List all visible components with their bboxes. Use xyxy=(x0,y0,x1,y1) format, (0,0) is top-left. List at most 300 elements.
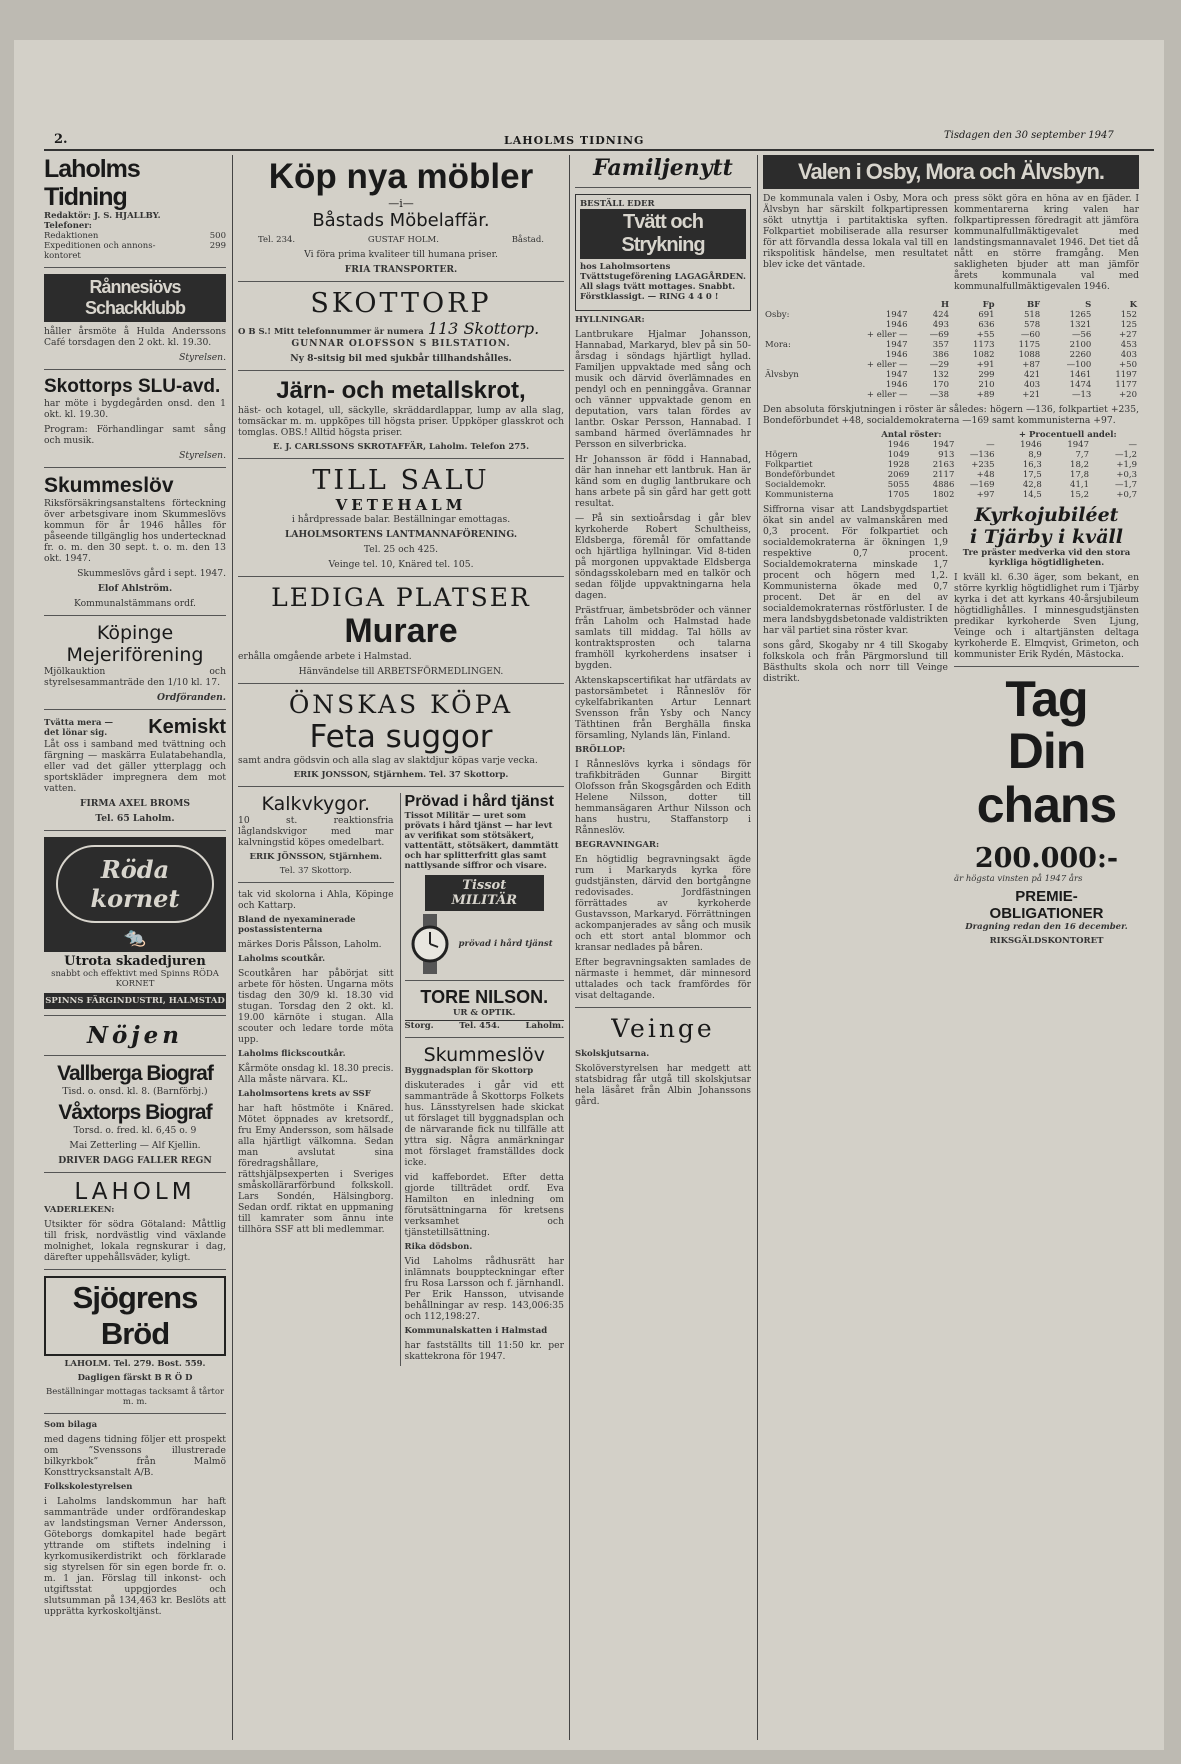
sjogren-orders: Beställningar mottagas tacksamt å tårtor m. m. xyxy=(45,1387,225,1407)
kemiskt-left-line: Tvätta mera — xyxy=(44,717,113,728)
skottorp-sub: Ny 8-sitsig bil med sjukbår tillhandshålles. xyxy=(290,353,512,364)
mobler-title: Köp nya möbler xyxy=(268,157,534,196)
kopinge-title: Köpinge xyxy=(96,622,174,644)
riks-text: RIKSGÄLDSKONTORET xyxy=(989,936,1104,946)
paper-title: Laholms Tidning xyxy=(44,155,140,211)
table-row xyxy=(763,380,1139,390)
header-page-number: 2. xyxy=(54,132,68,147)
tissot-sub: prövad i hård tjänst xyxy=(458,939,553,949)
body-paragraph: Aktenskapscertifikat har utfärdats av pastorsämbetet i Rånneslöv för cykelfabrikanten Artur Lennart Svensson från Ysby och Nancy Täthtinen från Berghälla finska församling, Nylands län, Finland. xyxy=(575,675,751,741)
kalk-signature: ERIK JÖNSSON, Stjärnhem. xyxy=(249,852,383,862)
slu-title: Skottorps SLU-avd. xyxy=(44,376,221,397)
table-header xyxy=(830,300,909,310)
skottorp-notice: O B S.! Mitt telefonnummer är numera xyxy=(238,327,424,337)
table-cell: Kommunisterna xyxy=(765,490,834,500)
phone-row xyxy=(44,241,226,261)
table-cell: 299 xyxy=(978,370,995,380)
bilaga-text: med dagens tidning följer ett prospekt om ”Svenssons illustrerade bilkyrkbok” från Malmö Konsttrycksanstalt A/B. xyxy=(44,1434,226,1478)
vaxtorps-actors: Mai Zetterling — Alf Kjellin. xyxy=(69,1140,201,1151)
table-cell: 357 xyxy=(932,340,949,350)
table-cell: —69 xyxy=(929,330,949,340)
phone-row xyxy=(44,231,226,241)
vallberga-text: Tisd. o. onsd. kl. 8. (Barnförbj.) xyxy=(62,1086,208,1097)
vaxtorps-text: Torsd. o. fred. kl. 6,45 o. 9 xyxy=(73,1125,197,1136)
table-cell: 132 xyxy=(932,370,949,380)
table-cell: 1177 xyxy=(1115,380,1137,390)
mobler-firm: Båstads Möbelaffär. xyxy=(312,210,490,231)
roda-kornet-ad xyxy=(44,837,226,952)
table-row xyxy=(763,350,1139,360)
table-cell: —136 xyxy=(969,450,995,460)
table-cell: 1265 xyxy=(1069,310,1092,320)
tissot-column xyxy=(400,793,564,1366)
skummeslov-place: Skummeslövs gård i sept. 1947. xyxy=(77,568,226,579)
divider xyxy=(44,1015,226,1016)
sjogren-daily: Dagligen färskt B R Ö D xyxy=(77,1373,193,1383)
skummeslov2-heading: Byggnadsplan för Skottorp xyxy=(404,1066,534,1076)
table-cell: 1474 xyxy=(1069,380,1092,390)
provad-text: Tissot Militär — uret som prövats i hård tjänst — har levt av verifikat som stötsäkert, vattentätt, stötsäkert, dammtätt och har splitterfritt glas samt nattlysande siffror och visare. xyxy=(404,811,559,871)
onskas-kopa-title: ÖNSKAS KÖPA xyxy=(288,690,514,719)
table-header: — xyxy=(1128,440,1137,450)
divider xyxy=(405,980,564,981)
sjogren-title: Sjögrens Bröd xyxy=(44,1276,226,1356)
divider xyxy=(44,267,226,268)
table-cell: 1947 xyxy=(885,310,908,320)
table-cell: +235 xyxy=(971,460,995,470)
slu-program: Program: Förhandlingar samt sång och musik. xyxy=(44,424,226,446)
percent-table-body xyxy=(763,450,1139,500)
table-cell: 17,8 xyxy=(1070,470,1089,480)
divider xyxy=(238,458,564,459)
weather-heading: VADERLEKEN: xyxy=(44,1205,115,1215)
table-header: H xyxy=(940,300,949,310)
weather-text: Utsikter för södra Götaland: Måttlig till frisk, nordvästlig vind växlande molnighet, lokala regnskurar i dag, därefter uppehållsväder, kyligt. xyxy=(44,1219,226,1263)
table-cell: 7,7 xyxy=(1075,450,1089,460)
body-paragraph: I Rånneslövs kyrka i söndags för trafikbiträden Gunnar Birgitt Olofsson från Skogsgården och Edith Helene Nilsson, dotter till hemmansägaren Arthur Nilsson och hans hustru, Staffanstorp i Rånneslöv. xyxy=(575,759,751,836)
table-cell: +48 xyxy=(976,470,995,480)
kalk-text: 10 st. reaktionsfria låglandskvigor med mar kalvningstid köpes omedelbart. xyxy=(238,815,394,848)
table-cell: 1946 xyxy=(885,320,908,330)
divider xyxy=(44,830,226,831)
roda-kornet-title: Utrota skadedjuren xyxy=(64,954,206,969)
table-cell: —100 xyxy=(1066,360,1092,370)
valen-mid-text: Den absoluta förskjutningen i röster är således: högern —136, folkpartiet +235, Bondeförbundet +48, socialdemokraterna —169 samt kommunisterna +97. xyxy=(763,404,1139,426)
din-title: Din xyxy=(1007,723,1086,779)
table-cell xyxy=(763,350,830,360)
table-cell: —169 xyxy=(969,480,995,490)
kopinge-text: Mjölkauktion och styrelsesammanträde den 1/10 kl. 17. xyxy=(44,666,226,688)
table-cell xyxy=(763,380,830,390)
kyrko-title: Kyrkojubiléet xyxy=(974,504,1119,526)
ssf-heading: Laholmsortens krets av SSF xyxy=(238,1089,371,1099)
bland-text: märkes Doris Pålsson, Laholm. xyxy=(238,939,382,950)
tore-contact-row xyxy=(405,1020,564,1031)
table-row xyxy=(763,480,1139,490)
lediga-platser-title: LEDIGA PLATSER xyxy=(271,583,531,612)
flick-text: Kårmöte onsdag kl. 18.30 precis. Alla måste närvara. KL. xyxy=(238,1063,394,1085)
divider xyxy=(405,1037,564,1038)
mobler-contact-row xyxy=(238,231,564,249)
divider xyxy=(238,576,564,577)
table-header: 1947 xyxy=(1067,440,1089,450)
skottorp-number: 113 Skottorp. xyxy=(427,319,540,338)
skottorp-title: SKOTTORP xyxy=(310,288,492,319)
murare-title: Murare xyxy=(344,612,458,650)
table-header xyxy=(763,440,866,450)
table-cell: Högern xyxy=(765,450,798,460)
table-cell: 1082 xyxy=(972,350,995,360)
table-cell: +20 xyxy=(1119,390,1137,400)
chess-club-title: Rånnesiövs Schackklubb xyxy=(44,274,226,322)
kyrko-heading: Tre präster medverka vid den stora kyrkliga högtidligheten. xyxy=(962,548,1131,568)
header-rule xyxy=(44,149,1154,151)
mobler-text: Vi föra prima kvaliteer till humana priser. xyxy=(304,249,498,260)
table-cell: 125 xyxy=(1120,320,1137,330)
table-cell: 170 xyxy=(932,380,949,390)
slu-signature: Styrelsen. xyxy=(179,450,226,461)
table-cell: 14,5 xyxy=(1022,490,1042,500)
table-cell: +0,7 xyxy=(1116,490,1137,500)
lower-left xyxy=(763,504,948,950)
table-cell: +0,3 xyxy=(1116,470,1137,480)
table-cell: 493 xyxy=(932,320,949,330)
skummeslov-name: Elof Ahlström. xyxy=(97,583,173,594)
table-header xyxy=(956,430,996,440)
skummeslov-role: Kommunalstämmans ordf. xyxy=(74,598,196,609)
table-header: 1946 xyxy=(1020,440,1042,450)
table-cell: +87 xyxy=(1022,360,1041,370)
divider xyxy=(44,615,226,616)
table-cell: 2069 xyxy=(887,470,910,480)
table-cell: 386 xyxy=(932,350,949,360)
table-header: + Procentuell andel: xyxy=(1018,430,1117,440)
mid-left-text: tak vid skolorna i Ahla, Köpinge och Kattarp. xyxy=(238,889,394,911)
table-cell: 1705 xyxy=(887,490,910,500)
header-date: Tisdagen den 30 september 1947 xyxy=(944,130,1114,141)
newspaper-page xyxy=(14,40,1164,1750)
body-paragraph: Prästfruar, ämbetsbröder och vänner från Laholm och Halmstad hade samlats till middag. Tal hölls av kontraktsprosten och talarna framhöll kyrkoherdens insatser i bygden. xyxy=(575,605,751,671)
folkskole-heading: Folkskolestyrelsen xyxy=(44,1482,133,1492)
divider xyxy=(44,1055,226,1056)
table-row xyxy=(763,470,1139,480)
skolskjuts-text: Skolöverstyrelsen har medgett att statsbidrag får utgå till skolskjutsar hela läsåret från Albin Johanssons gård. xyxy=(575,1063,751,1107)
lower-row xyxy=(763,504,1139,950)
rika-text: Vid Laholms rådhusrätt har inlämnats bouppteckningar efter fru Rosa Larsson och f. järnhandl. Per Erik Hansson, utvisande behållningar av resp. 143,006:35 och 112,198:27. xyxy=(404,1256,564,1322)
table-cell xyxy=(763,360,830,370)
vetehalm-tel: Tel. 25 och 425. xyxy=(363,544,439,555)
table-header: — xyxy=(986,440,995,450)
table-header: Fp xyxy=(982,300,995,310)
table-cell: 1175 xyxy=(1018,340,1041,350)
tore-sub: UR & OPTIK. xyxy=(453,1008,516,1018)
table-row xyxy=(763,390,1139,400)
table-cell: +97 xyxy=(976,490,995,500)
table-row xyxy=(763,310,1139,320)
flick-heading: Laholms flickscoutkår. xyxy=(238,1049,346,1059)
watch-image xyxy=(405,914,455,974)
kommunal-heading: Kommunalskatten i Halmstad xyxy=(404,1326,548,1336)
divider xyxy=(44,1413,226,1414)
table-cell: + eller — xyxy=(866,360,908,370)
table-cell: 1461 xyxy=(1069,370,1092,380)
body-heading: BRÖLLOP: xyxy=(575,745,626,755)
kemiskt-left-line: det lönar sig. xyxy=(44,727,108,738)
table-cell: 1802 xyxy=(932,490,955,500)
divider xyxy=(238,786,564,787)
phones-label: Telefoner: xyxy=(44,221,92,231)
table-cell: Socialdemokr. xyxy=(765,480,826,490)
hyllningar-heading: HYLLNINGAR: xyxy=(575,315,645,325)
familjenytt-title: Familjenytt xyxy=(593,155,733,181)
skummeslov-text: Riksförsäkringsanstaltens förteckning över arbetsgivare inom Skummeslövs kommun för år 1946 hålles för påseende tillgänglig hos undertecknad fr. o. m. den 30 sept. t. o. m. den 13 okt. 1947. xyxy=(44,498,226,564)
divider xyxy=(238,370,564,371)
tore-city: Laholm. xyxy=(525,1021,564,1031)
jarn-text: häst- och kotagel, ull, säckylle, skräddardlappar, lump av alla slag, tomsäckar m. m. uppköpes till högsta priser. Uppköper glasskrot och tomglas. OBS.! Alltid högsta priser. xyxy=(238,405,564,438)
table-row xyxy=(763,450,1139,460)
table-cell: 1088 xyxy=(1018,350,1041,360)
table-cell: +55 xyxy=(976,330,995,340)
table-cell: 15,2 xyxy=(1070,490,1089,500)
table-cell: 152 xyxy=(1120,310,1137,320)
phone-label: Expeditionen och annons-kontoret xyxy=(44,241,156,261)
till-salu-title: TILL SALU xyxy=(312,465,490,496)
kalk-tel: Tel. 37 Skottorp. xyxy=(279,866,352,876)
tag-title: Tag xyxy=(1005,671,1088,727)
table-cell: 5055 xyxy=(887,480,910,490)
phone-label: Redaktionen xyxy=(44,231,99,241)
bilaga-heading: Som bilaga xyxy=(44,1420,98,1430)
percent-table xyxy=(763,430,1139,500)
mobler-tel: Tel. 234. xyxy=(258,235,296,245)
header-masthead: LAHOLMS TIDNING xyxy=(504,134,645,147)
tvatt-heading: BESTÄLL EDER xyxy=(580,199,655,209)
table-cell: —1,2 xyxy=(1114,450,1137,460)
mobler-city: Båstad. xyxy=(511,235,544,245)
rika-heading: Rika dödsbon. xyxy=(404,1242,473,1252)
table-cell: 1321 xyxy=(1069,320,1092,330)
divider xyxy=(954,666,1139,667)
table-cell: +21 xyxy=(1022,390,1041,400)
provad-title: Prövad i hård tjänst xyxy=(404,793,554,810)
scout-text: Scoutkåren har påbörjat sitt arbete för hösten. Ungarna möts tisdag den 30/9 kl. 18.30 vid stugan. Torsdag den 2 okt. kl. 19.00 kärnöte i stugan. Alla scouter och ledare torde möta upp. xyxy=(238,968,394,1045)
divider xyxy=(238,683,564,684)
skottorp-notice-row xyxy=(238,319,564,338)
folkskole-text: i Laholms landskommun har haft sammanträde under ordförandeskap av landstingsman Verner Andersson, Göteborgs domkapitel hade begärt yttrande om stiftets indelning i kyrkomusikerdistrikt och förklarade sig styrelsen för sin egen borde fr. o. m. 1 jan. Förslag till inkonst- och utgiftsstat uppgjordes och slutsumman på 134,463 kr. Beslöts att upprätta kyrkoskoltjänst. xyxy=(44,1496,226,1617)
skummeslov2-title: Skummeslöv xyxy=(423,1044,545,1066)
premie-title: PREMIE- xyxy=(1015,888,1078,905)
column-1 xyxy=(44,155,226,1740)
mobler-owner: GUSTAF HOLM. xyxy=(367,235,439,245)
skolskjuts-heading: Skolskjutsarna. xyxy=(575,1049,650,1059)
table-cell xyxy=(763,390,830,400)
vallberga-title: Vallberga Biograf xyxy=(57,1062,213,1085)
kalk-title: Kalkvkygor. xyxy=(261,793,371,815)
murare-sub: Hänvändelse till ARBETSFÖRMEDLINGEN. xyxy=(298,666,504,677)
oblig-title: OBLIGATIONER xyxy=(989,905,1104,922)
valen-right-text: press sökt göra en höna av en fjäder. I kommentarerna kring valen har folkpartipressen föredragit att jämföra kommunalfullmäktigevalet med landstingsmannavalet 1946. Det tiet då nått en större framgång. Men sakligheten bjuder att man jämför årets kommunala val med kommunalfullmäktigevalen 1946. xyxy=(954,193,1139,292)
table-cell: 578 xyxy=(1023,320,1041,330)
table-cell: + eller — xyxy=(866,330,908,340)
body-paragraph: En högtidlig begravningsakt ägde rum i Markaryds kyrka före gudstjänsten, därvid den bortgångne redovisades. Jordfästningen förrättades av kyrkoherde Gustavsson, Markaryd. Förrättningen ackompanjerades av sång och musik och ett stort antal blommor och kransar nedlades på båren. xyxy=(575,854,751,953)
table-cell: 1946 xyxy=(885,380,908,390)
spinns-banner: SPINNS FÄRGINDUSTRI, HALMSTAD xyxy=(44,993,226,1009)
table-cell: 691 xyxy=(978,310,995,320)
kemiskt-head xyxy=(44,716,226,739)
table-cell: 1928 xyxy=(887,460,910,470)
body-paragraph: Hr Johansson är född i Hannabad, där han innehar ett lantbruk. Han är känd som en duglig lantbrukare och hans arbete på sin gård har gett gott resultat. xyxy=(575,454,751,509)
body-heading: BEGRAVNINGAR: xyxy=(575,840,660,850)
table-header: 1946 xyxy=(887,440,910,450)
tore-tel: Tel. 454. xyxy=(459,1021,500,1031)
mobler-free: FRIA TRANSPORTER. xyxy=(344,264,458,275)
drag-text: Dragning redan den 16 december. xyxy=(965,922,1128,932)
editor-line: Redaktör: J. S. HJALLBY. xyxy=(44,211,161,221)
table-row xyxy=(763,320,1139,330)
divider xyxy=(575,187,751,188)
valen-intro-row xyxy=(763,193,1139,296)
valen-lower-text: Siffrorna visar att Landsbygdspartiet ökat sin andel av valmanskåren med 0,3 procent. För folkpartiet och socialdemokraterna är ökningen 1,9 respektive 0,7 procent. Socialdemokraterna minskade 1,7 procent och högern med 1,2. Kommunisterna ökade med 0,7 procent. Det är en del av socialdemokraternas röstförluster. I de mera landsbygdsbetonade valdistrikten har väl partiet sina röster kvar. xyxy=(763,504,948,636)
table-row xyxy=(763,460,1139,470)
murare-text: erhålla omgående arbete i Halmstad. xyxy=(238,651,412,662)
table-cell: 1947 xyxy=(885,370,908,380)
column-2 xyxy=(238,155,564,1740)
table-cell: Folkpartiet xyxy=(765,460,813,470)
table-header-row xyxy=(763,430,1139,440)
table-row xyxy=(763,330,1139,340)
roda-kornet-logo: Röda kornet xyxy=(56,845,214,923)
roda-kornet-text: snabbt och effektivt med Spinns RÖDA KORNET xyxy=(51,969,219,989)
kopinge-subtitle: Mejeriförening xyxy=(66,644,204,666)
table-header xyxy=(763,430,866,440)
table-cell: 424 xyxy=(932,310,949,320)
skottorp-owner: GUNNAR OLOFSSON S BILSTATION. xyxy=(291,338,511,349)
election-table xyxy=(763,300,1139,400)
tvatt-title: Tvätt och Strykning xyxy=(580,209,746,259)
divider xyxy=(44,709,226,710)
skummeslov2-text: diskuterades i går vid ett sammanträde å Skottorps Folkets hus. Länsstyrelsen hade skickat ut förslaget till byggnadsplan och de närvarande fick nu tillfälle att yttra sig. Några anmärkningar mot förslaget framställdes dock icke. xyxy=(404,1080,564,1168)
vetehalm-firm: LAHOLMSORTENS LANTMANNAFÖRENING. xyxy=(284,529,518,540)
table-cell: Älvsbyn xyxy=(765,370,799,380)
kemiskt-text: Låt oss i samband med tvättning och färgning — maskärra Eulatabehandla, eller vad det gäller ytterplagg och sportskläder impregnera dem mot vatten. xyxy=(44,739,226,794)
table-cell: + eller — xyxy=(866,390,908,400)
table-header: Antal röster: xyxy=(881,430,942,440)
table-cell: 1946 xyxy=(885,350,908,360)
table-cell: +50 xyxy=(1119,360,1137,370)
kemiskt-left xyxy=(44,718,113,738)
table-cell: +27 xyxy=(1119,330,1137,340)
chess-club-text: håller årsmöte å Hulda Anderssons Café torsdagen den 2 okt. kl. 19.30. xyxy=(44,326,226,348)
divider xyxy=(575,1007,751,1008)
feta-signature: ERIK JONSSON, Stjärnhem. Tel. 37 Skottorp. xyxy=(293,770,509,780)
scout-heading: Laholms scoutkår. xyxy=(238,954,326,964)
body-paragraph: — På sin sextioårsdag i går blev kyrkoherde Robert Schultheiss, Eldsberga, föremål för omfattande och hjärtliga hyllningar. Vid 8-tiden på morgonen uppvaktade Eldsberga söndagsskolebarn med en talkör och sedan följde uppvaktningarna hela dagen. xyxy=(575,513,751,601)
tissot-logo: Tissot MILITÄR xyxy=(425,875,544,911)
divider xyxy=(44,369,226,370)
table-row xyxy=(763,360,1139,370)
slu-text: har möte i bygdegården onsd. den 1 okt. kl. 19.30. xyxy=(44,398,226,420)
table-cell: —60 xyxy=(1020,330,1041,340)
table-cell: 1197 xyxy=(1115,370,1137,380)
rat-icon: 🐀 xyxy=(123,927,147,948)
table-cell: —1,7 xyxy=(1114,480,1137,490)
table-cell: 403 xyxy=(1023,380,1041,390)
divider xyxy=(44,1269,226,1270)
table-header-row xyxy=(763,300,1139,310)
body-paragraph: Efter begravningsakten samlades de närmaste i hemmet, där minnesord uttalades och tack framfördes för visat deltagande. xyxy=(575,957,751,1001)
kemiskt-title: Kemiskt xyxy=(148,716,226,738)
amount-title: 200.000:- xyxy=(974,843,1119,874)
table-header: K xyxy=(1129,300,1137,310)
table-cell: 1173 xyxy=(972,340,995,350)
table-cell: 2117 xyxy=(932,470,955,480)
table-cell: 2100 xyxy=(1069,340,1092,350)
feta-suggor-title: Feta suggor xyxy=(309,719,493,755)
valen-tail-text: sons gård, Skogaby nr 4 till Skogaby folkskola och från Pärgmorslund till Bästhults skola och norr till Veinge distrikt. xyxy=(763,640,948,684)
table-cell: 4886 xyxy=(932,480,955,490)
table-header: BF xyxy=(1026,300,1041,310)
column-rule xyxy=(757,155,758,1740)
table-cell xyxy=(763,330,830,340)
mobler-dash: —i— xyxy=(388,197,414,210)
tvatt-ad xyxy=(575,194,751,311)
column-rule xyxy=(232,155,233,1740)
table-cell: —56 xyxy=(1071,330,1092,340)
valen-title: Valen i Osby, Mora och Älvsbyn. xyxy=(763,155,1139,189)
table-cell: 42,8 xyxy=(1022,480,1042,490)
vetehalm-title: VETEHALM xyxy=(335,496,467,514)
tore-title: TORE NILSON. xyxy=(420,987,549,1007)
kopinge-signature: Ordföranden. xyxy=(157,692,226,703)
table-cell: 913 xyxy=(938,450,955,460)
body-paragraph: Lantbrukare Hjalmar Johansson, Hannabad, Markaryd, blev på sin 50-årsdag i söndags hjärtligt hyllad. Familjen uppvaktade med sång och musik och därvid överlämnades en pendyl och en penninggåva. Grannar och vänner uppvaktade genom en deputation, vars talan fördes av lantbr. Oskar Persson, Hannabad. I samband härmed överlämnades hr Persson en silverbricka. xyxy=(575,329,751,450)
vaxtorps-film: DRIVER DAGG FALLER REGN xyxy=(58,1155,212,1166)
table-subheader-row xyxy=(763,440,1139,450)
table-cell: 1049 xyxy=(887,450,910,460)
table-header xyxy=(763,300,830,310)
table-cell: +89 xyxy=(976,390,995,400)
table-cell: 2163 xyxy=(932,460,955,470)
column-3 xyxy=(575,155,751,1740)
table-cell: 1947 xyxy=(885,340,908,350)
kalk-ad xyxy=(238,793,394,1366)
vetehalm-text: i hårdpressade balar. Beställningar emottagas. xyxy=(291,514,511,525)
table-cell: 518 xyxy=(1023,310,1041,320)
table-cell: 421 xyxy=(1023,370,1041,380)
divider xyxy=(238,882,394,883)
table-cell: 41,1 xyxy=(1070,480,1089,490)
laholm-title: LAHOLM xyxy=(74,1179,196,1205)
tvatt-text: hos Laholmsortens Tvättstugeförening LAGAGÅRDEN. All slags tvätt mottages. Snabbt. Förstklassigt. — RING 4 4 0 ! xyxy=(580,262,746,302)
phone-number: 299 xyxy=(209,241,226,251)
veinge-title: Veinge xyxy=(611,1014,715,1043)
table-cell: 8,9 xyxy=(1028,450,1042,460)
ssf-text: har haft höstmöte i Knäred. Mötet öppnades av kretsordf., fru Emy Andersson, som hälsade alla hjärtligt välkomna. Sedan man avslutat sina föredragshållare, rättshjälpsexperten i Sveriges småskollärarförbund folkskoll. Lars Sondén, Hälsingborg. Sedan ordf. riktat en uppmaning till kamrater som ännu inte tillhöra SSF att bli medlemmar. xyxy=(238,1103,394,1235)
table-header: S xyxy=(1085,300,1092,310)
kalk-provad-row xyxy=(238,793,564,1366)
table-cell: +91 xyxy=(976,360,995,370)
table-row xyxy=(763,340,1139,350)
table-cell: 16,3 xyxy=(1022,460,1042,470)
skummeslov-title: Skummeslöv xyxy=(44,474,174,497)
table-cell: Bondeförbundet xyxy=(765,470,835,480)
table-cell: 18,2 xyxy=(1070,460,1089,470)
valen-text: De kommunala valen i Osby, Mora och Älvsbyn har särskilt folkpartipressen sökt utnyttja i partitaktiska syften. Folkpartiet mobiliserade alla resurser för att förvandla dessa lokala val till en rikspolitisk händelse, men resultatet blev icke det väntade. xyxy=(763,193,948,270)
table-cell: 453 xyxy=(1120,340,1137,350)
kaff-text: vid kaffebordet. Efter detta gjorde tillträdet ordf. Eva Hamilton en inledning om förutsättningarna för kretsens verksamhet och tjänstetillsättning. xyxy=(404,1172,564,1238)
kommunal-text: har fastställts till 11:50 kr. per skattekrona för 1947. xyxy=(404,1340,564,1362)
kemiskt-firm: FIRMA AXEL BROMS xyxy=(79,798,191,809)
